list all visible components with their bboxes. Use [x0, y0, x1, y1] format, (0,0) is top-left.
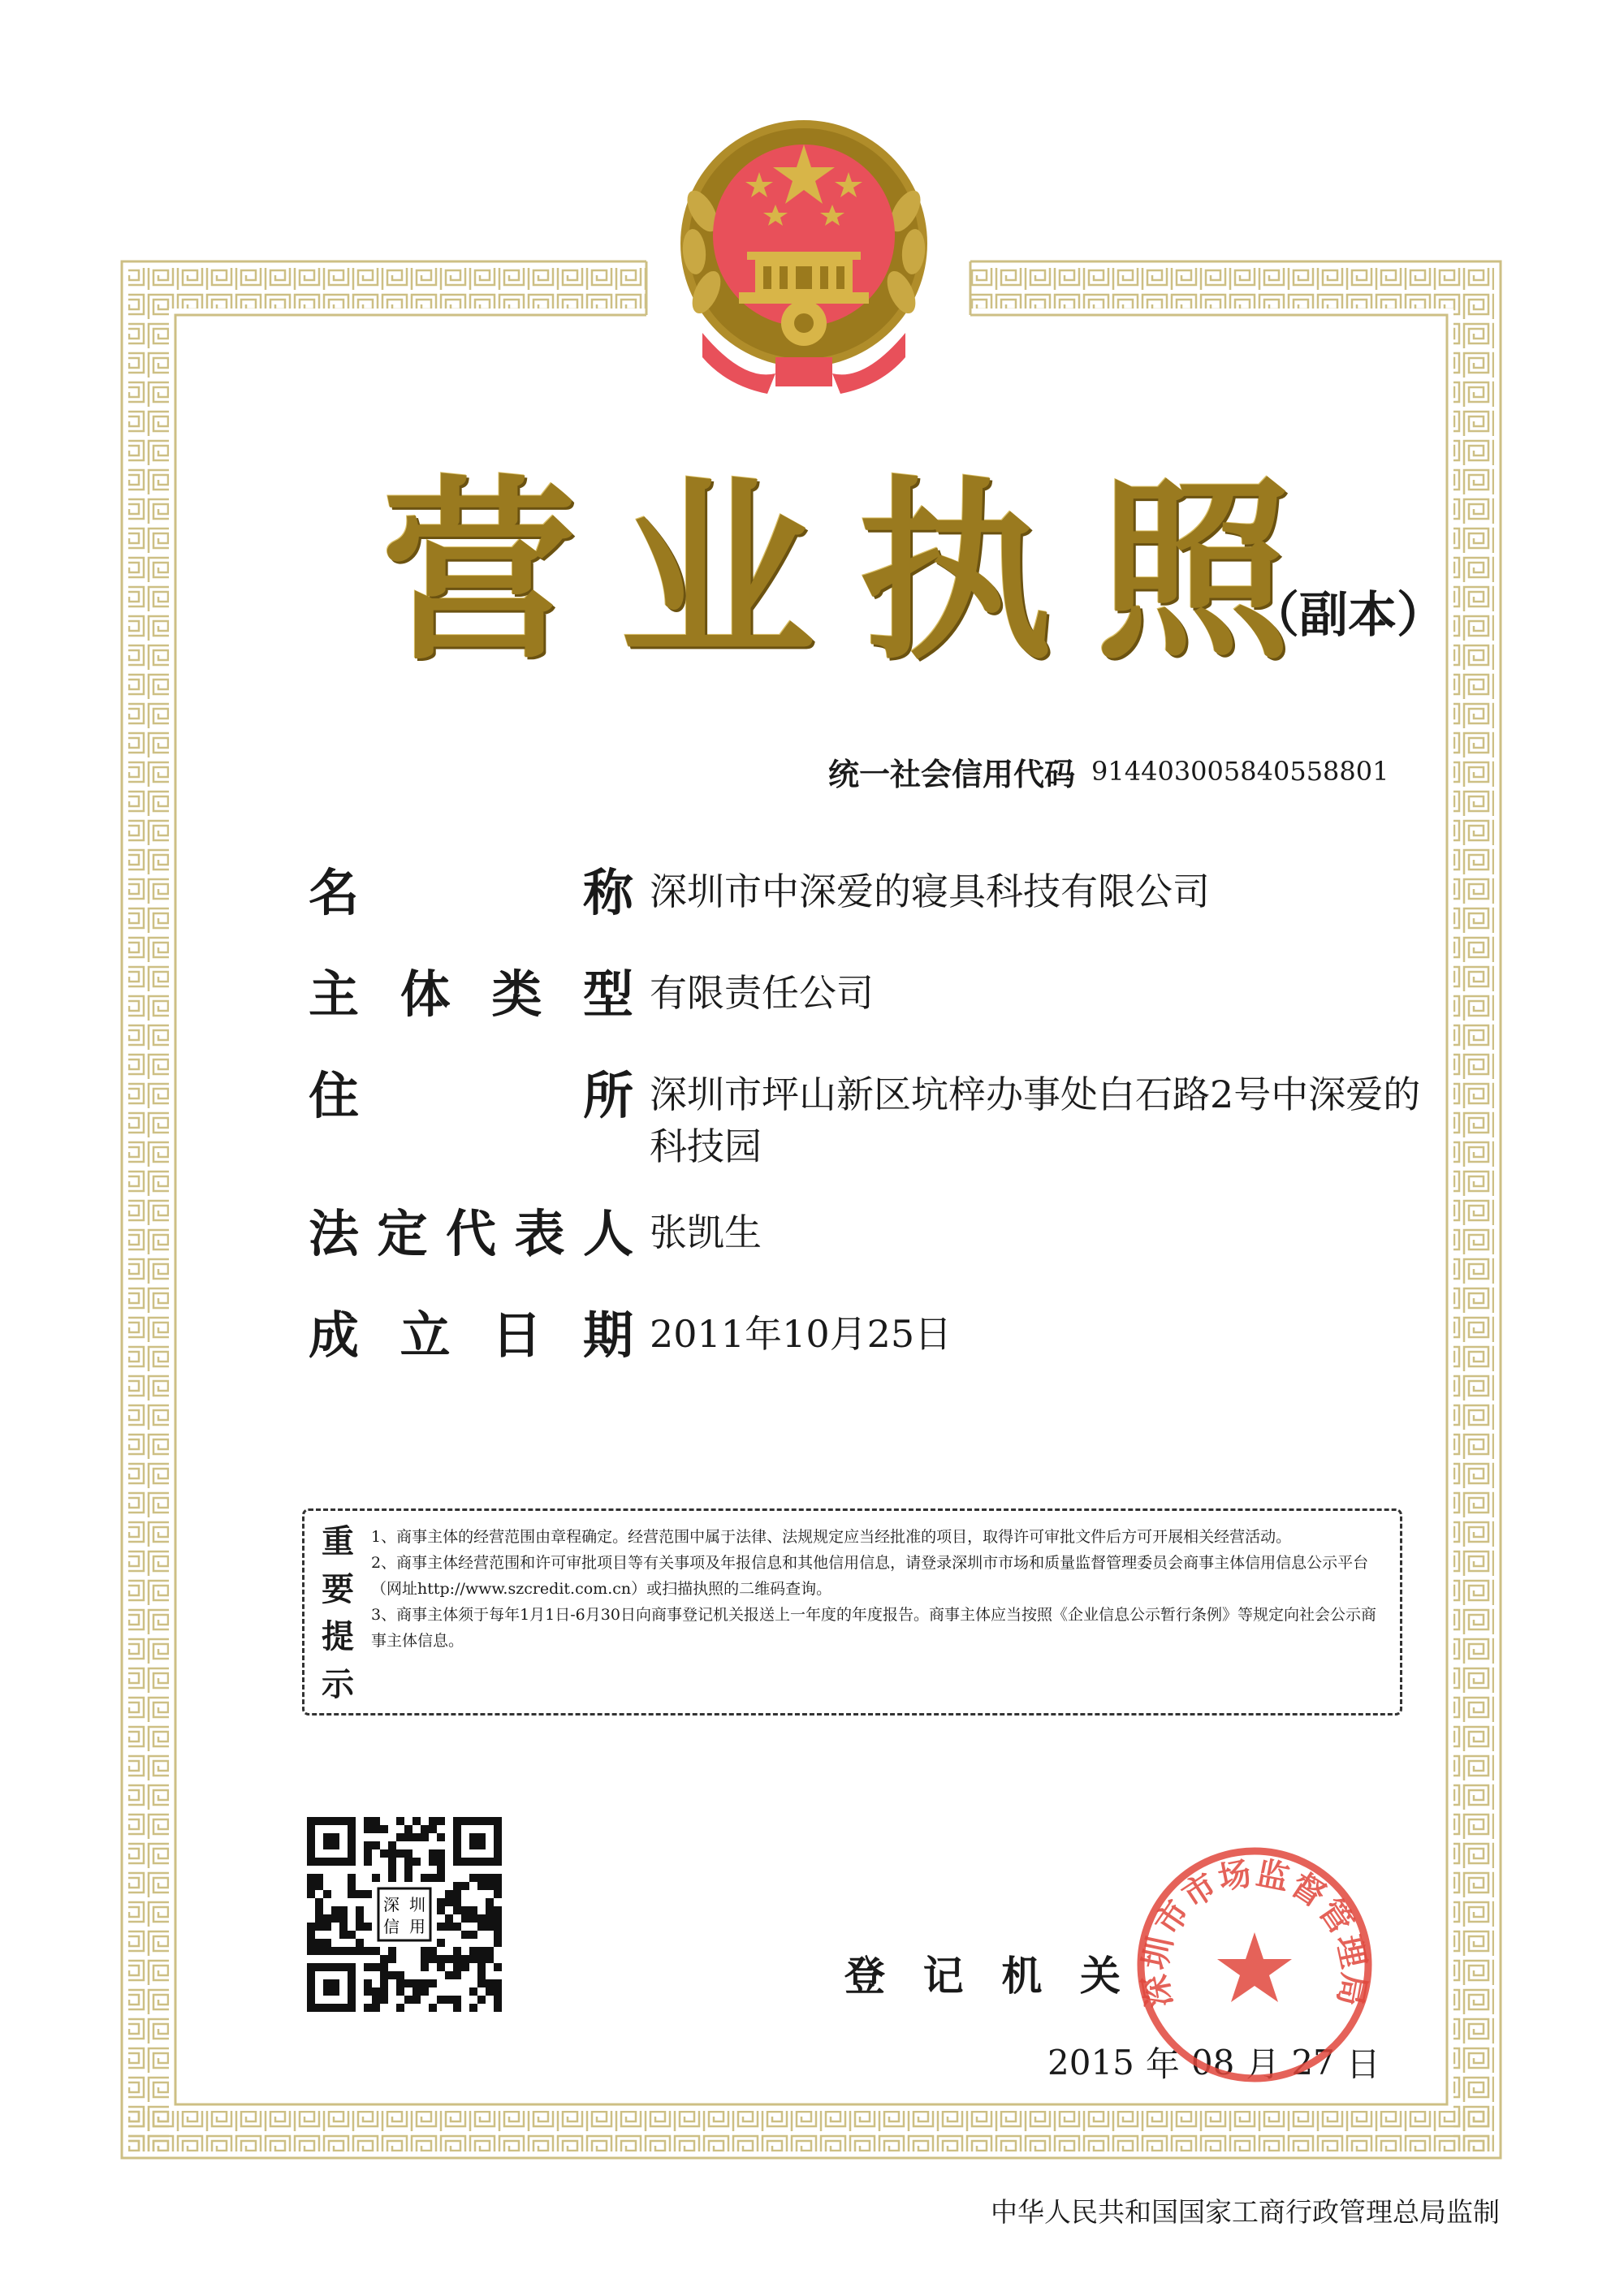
qr-module	[339, 1931, 348, 1939]
qr-module	[315, 1874, 323, 1882]
qr-module	[494, 1882, 502, 1890]
notice-body	[371, 1524, 1386, 1654]
address-line: 科技园	[650, 1124, 762, 1168]
field-value	[650, 1068, 1453, 1172]
qr-module	[437, 1955, 445, 1963]
qr-module	[445, 1971, 453, 1979]
qr-module	[494, 1874, 502, 1882]
qr-code[interactable]	[307, 1817, 502, 2012]
qr-module	[388, 1947, 396, 1955]
qr-module	[331, 1947, 339, 1955]
qr-module	[469, 1987, 477, 1996]
qr-module	[388, 1874, 396, 1882]
qr-module	[469, 1947, 477, 1955]
qr-module	[356, 1914, 364, 1923]
qr-module	[429, 1979, 437, 1987]
qr-module	[364, 1841, 372, 1849]
qr-module	[323, 1939, 331, 1947]
qr-module	[412, 1833, 421, 1841]
qr-module	[494, 1963, 502, 1971]
field-value: 深圳市中深爱的寝具科技有限公司	[650, 870, 1210, 913]
label-char: 期	[582, 1306, 633, 1365]
label-char: 人	[582, 1204, 633, 1263]
qr-center-char: 信	[383, 1917, 400, 1936]
qr-module	[453, 1955, 461, 1963]
qr-module	[396, 1979, 404, 1987]
qr-module	[348, 1890, 356, 1898]
qr-module	[437, 1939, 445, 1947]
qr-module	[372, 1947, 380, 1955]
credit-code-value: 914403005840558801	[1091, 756, 1389, 787]
qr-module	[323, 1890, 331, 1898]
qr-module	[364, 1825, 372, 1833]
qr-module	[486, 1923, 494, 1931]
qr-module	[421, 1987, 429, 1996]
qr-module	[429, 1947, 437, 1955]
notice-item: 2、商事主体经营范围和许可审批项目等有关事项及年报信息和其他信用信息，请登录深圳市市场和质量监督管理委员会商事主体信用信息公示平台（网址http://www.szcredit.com.cn）或扫描执照的二维码查询。	[371, 1554, 1369, 1598]
qr-module	[315, 1923, 323, 1931]
qr-module	[412, 1858, 421, 1866]
qr-module	[404, 1858, 412, 1866]
authority-char: 记	[922, 1953, 964, 2000]
notice-title-char: 提	[322, 1618, 354, 1656]
qr-module	[356, 1947, 364, 1955]
qr-module	[461, 1963, 469, 1971]
qr-module	[396, 1849, 404, 1858]
qr-module	[461, 1906, 469, 1914]
title-char: 营	[382, 459, 577, 686]
qr-module	[477, 1882, 486, 1890]
qr-module	[477, 1914, 486, 1923]
qr-module	[372, 1963, 380, 1971]
qr-module	[461, 1914, 469, 1923]
qr-module	[315, 1939, 323, 1947]
qr-module	[494, 1987, 502, 1996]
qr-module	[437, 1906, 445, 1914]
qr-module	[404, 1874, 412, 1882]
qr-module	[356, 1923, 364, 1931]
qr-module	[469, 2004, 477, 2012]
qr-module	[437, 1874, 445, 1882]
qr-module	[494, 1996, 502, 2004]
qr-module	[469, 1914, 477, 1923]
qr-module	[315, 1914, 323, 1923]
registration-authority	[844, 1944, 1121, 2001]
qr-module	[380, 1996, 388, 2004]
qr-module	[323, 1914, 331, 1923]
qr-module	[364, 1890, 372, 1898]
qr-module	[445, 1890, 453, 1898]
address-line: 深圳市坪山新区坑梓办事处白石路2号中深爱的	[650, 1072, 1421, 1116]
qr-module	[356, 1939, 364, 1947]
qr-module	[477, 1979, 486, 1987]
qr-module	[364, 1858, 372, 1866]
label-char: 住	[309, 1066, 360, 1125]
field-label	[309, 962, 633, 1027]
qr-center-char: 圳	[409, 1895, 425, 1914]
issue-day: 27	[1291, 2042, 1335, 2082]
label-char: 日	[491, 1306, 542, 1365]
notice-title-char: 要	[322, 1570, 354, 1608]
qr-module	[404, 1979, 412, 1987]
qr-module	[486, 1914, 494, 1923]
qr-module	[461, 1931, 469, 1939]
qr-module	[445, 1923, 453, 1931]
label-char: 称	[582, 863, 633, 922]
qr-module	[372, 1817, 380, 1825]
qr-module	[339, 1947, 348, 1955]
qr-module	[339, 1923, 348, 1931]
issue-year: 2015	[1047, 2042, 1134, 2082]
qr-module	[307, 1931, 315, 1939]
qr-module	[388, 1849, 396, 1858]
qr-module	[364, 1963, 372, 1971]
qr-center-char: 深	[383, 1895, 400, 1914]
qr-module	[477, 1923, 486, 1931]
qr-module	[421, 1874, 429, 1882]
qr-module	[372, 1996, 380, 2004]
label-char: 定	[377, 1204, 428, 1263]
qr-module	[380, 1825, 388, 1833]
qr-module	[437, 1833, 445, 1841]
qr-module	[315, 1906, 323, 1914]
label-char: 代	[445, 1204, 496, 1263]
field-label	[309, 861, 633, 926]
qr-module	[421, 1947, 429, 1955]
label-char: 主	[309, 965, 360, 1024]
qr-module	[348, 1947, 356, 1955]
qr-module	[307, 1882, 315, 1890]
qr-module	[461, 1882, 469, 1890]
qr-module	[388, 1955, 396, 1963]
qr-module	[437, 1849, 445, 1858]
qr-module	[315, 1898, 323, 1906]
qr-module	[494, 1939, 502, 1947]
qr-module	[494, 1890, 502, 1898]
title-char: 业	[620, 459, 815, 686]
label-char: 名	[309, 863, 360, 922]
qr-module	[388, 1866, 396, 1874]
qr-module	[412, 1996, 421, 2004]
qr-module	[331, 1906, 339, 1914]
qr-module	[477, 1996, 486, 2004]
qr-module	[372, 1987, 380, 1996]
field-address	[309, 1064, 1445, 1177]
qr-module	[477, 1947, 486, 1955]
qr-module	[331, 1914, 339, 1923]
qr-module	[356, 1890, 364, 1898]
qr-module	[364, 2004, 372, 2012]
qr-module	[453, 1906, 461, 1914]
qr-module	[453, 1898, 461, 1906]
document-title	[382, 455, 1291, 690]
issue-month: 08	[1190, 2042, 1235, 2082]
label-char: 表	[514, 1204, 565, 1263]
qr-module	[380, 1987, 388, 1996]
qr-module	[421, 1825, 429, 1833]
notice-title-char: 示	[322, 1665, 354, 1703]
qr-module	[315, 1882, 323, 1890]
qr-module	[453, 1890, 461, 1898]
qr-module	[404, 1866, 412, 1874]
qr-module	[437, 1866, 445, 1874]
qr-module	[364, 1979, 372, 1987]
qr-module	[396, 2004, 404, 2012]
qr-module	[429, 1817, 437, 1825]
label-char: 体	[400, 965, 451, 1024]
qr-module	[421, 1833, 429, 1841]
qr-module	[461, 1955, 469, 1963]
qr-module	[421, 1955, 429, 1963]
label-char: 类	[491, 965, 542, 1024]
qr-module	[339, 1914, 348, 1923]
qr-center-char: 用	[409, 1917, 425, 1936]
qr-module	[412, 1817, 421, 1825]
qr-module	[396, 1987, 404, 1996]
qr-module	[421, 1979, 429, 1987]
qr-module	[307, 1890, 315, 1898]
field-label	[309, 1303, 633, 1368]
qr-module	[445, 1914, 453, 1923]
qr-module	[453, 1882, 461, 1890]
authority-char: 关	[1079, 1953, 1121, 2000]
credit-code-label: 统一社会信用代码	[828, 756, 1076, 792]
field-entity-type	[309, 962, 1445, 1035]
qr-module	[372, 2004, 380, 2012]
qr-module	[429, 1955, 437, 1963]
qr-module	[348, 1882, 356, 1890]
qr-module	[494, 1914, 502, 1923]
qr-module	[323, 1923, 331, 1931]
qr-module	[380, 1979, 388, 1987]
qr-module	[437, 1817, 445, 1825]
qr-module	[323, 1947, 331, 1955]
qr-module	[388, 1858, 396, 1866]
qr-module	[437, 1996, 445, 2004]
national-emblem-icon	[670, 114, 938, 398]
qr-module	[307, 1923, 315, 1931]
qr-module	[477, 1971, 486, 1979]
qr-module	[469, 1955, 477, 1963]
qr-module	[307, 1874, 315, 1882]
qr-module	[429, 1858, 437, 1866]
field-value: 有限责任公司	[650, 971, 874, 1015]
qr-module	[380, 1963, 388, 1971]
qr-module	[486, 1898, 494, 1906]
qr-module	[477, 1955, 486, 1963]
qr-module	[453, 1971, 461, 1979]
authority-char: 登	[844, 1953, 885, 2000]
issue-year-unit: 年	[1145, 2044, 1180, 2084]
qr-module	[396, 1833, 404, 1841]
qr-module	[404, 1825, 412, 1833]
qr-module	[364, 1947, 372, 1955]
field-value: 2011年10月25日	[650, 1312, 952, 1356]
qr-module	[380, 1971, 388, 1979]
qr-module	[372, 1874, 380, 1882]
field-legal-representative	[309, 1202, 1445, 1275]
qr-module	[469, 1906, 477, 1914]
label-char: 型	[582, 965, 633, 1024]
qr-module	[348, 1874, 356, 1882]
issue-month-unit: 月	[1246, 2044, 1281, 2084]
qr-module	[429, 1849, 437, 1858]
qr-module	[486, 1955, 494, 1963]
qr-module	[453, 1963, 461, 1971]
qr-module	[445, 1898, 453, 1906]
qr-module	[315, 1947, 323, 1955]
qr-module	[396, 1971, 404, 1979]
issue-date	[1047, 2038, 1389, 2087]
qr-module	[404, 1996, 412, 2004]
qr-module	[380, 1849, 388, 1858]
qr-module	[445, 1955, 453, 1963]
qr-module	[437, 1923, 445, 1931]
qr-module	[339, 1906, 348, 1914]
qr-module	[307, 1947, 315, 1955]
qr-module	[348, 1931, 356, 1939]
qr-module	[364, 1923, 372, 1931]
issue-day-unit: 日	[1345, 2044, 1380, 2084]
qr-module	[412, 1979, 421, 1987]
notice-item: 1、商事主体的经营范围由章程确定。经营范围中属于法律、法规规定应当经批准的项目，取得许可审批文件后方可开展相关经营活动。	[371, 1528, 1292, 1546]
label-char: 立	[400, 1306, 451, 1365]
notice-title	[309, 1519, 366, 1707]
qr-module	[356, 1906, 364, 1914]
qr-module	[494, 1979, 502, 1987]
qr-module	[469, 1931, 477, 1939]
qr-module	[486, 1987, 494, 1996]
label-char: 法	[309, 1204, 360, 1263]
authority-char: 机	[1001, 1953, 1043, 2000]
supervision-footer: 中华人民共和国国家工商行政管理总局监制	[991, 2196, 1500, 2228]
qr-module	[486, 1874, 494, 1882]
qr-module	[453, 1996, 461, 2004]
field-label	[309, 1064, 633, 1129]
important-notice	[302, 1508, 1402, 1716]
qr-module	[494, 1931, 502, 1939]
qr-module	[453, 1923, 461, 1931]
qr-module	[380, 1955, 388, 1963]
qr-module	[412, 1987, 421, 1996]
qr-module	[372, 1825, 380, 1833]
qr-module	[437, 1963, 445, 1971]
qr-module	[429, 1874, 437, 1882]
qr-module	[388, 1841, 396, 1849]
qr-module	[445, 1996, 453, 2004]
qr-module	[486, 1947, 494, 1955]
document-subtitle: （副本）	[1250, 587, 1445, 644]
qr-module	[486, 1979, 494, 1987]
qr-module	[404, 1833, 412, 1841]
field-name	[309, 861, 1445, 934]
seal-text: 深圳市市场监督管理局	[1136, 1854, 1373, 2011]
qr-module	[453, 2004, 461, 2012]
qr-module	[372, 1841, 380, 1849]
qr-module	[477, 1874, 486, 1882]
credit-code-row	[828, 747, 1429, 796]
title-char: 照	[1095, 459, 1291, 686]
qr-module	[364, 1849, 372, 1858]
qr-module	[388, 1971, 396, 1979]
qr-module	[429, 1825, 437, 1833]
qr-module	[396, 1817, 404, 1825]
field-label	[309, 1202, 633, 1267]
qr-module	[364, 1817, 372, 1825]
qr-module	[364, 1987, 372, 1996]
qr-module	[421, 1963, 429, 1971]
label-char: 所	[582, 1066, 633, 1125]
qr-module	[494, 2004, 502, 2012]
qr-module	[429, 2004, 437, 2012]
qr-module	[486, 1882, 494, 1890]
qr-module	[437, 1898, 445, 1906]
qr-module	[307, 1939, 315, 1947]
field-value: 张凯生	[650, 1211, 762, 1254]
notice-item: 3、商事主体须于每年1月1日-6月30日向商事登记机关报送上一年度的年度报告。商事主体应当按照《企业信息公示暂行条例》等规定向社会公示商事主体信息。	[371, 1606, 1376, 1650]
qr-module	[404, 1849, 412, 1858]
label-char: 成	[309, 1306, 360, 1365]
title-char: 执	[857, 459, 1053, 686]
qr-module	[477, 1963, 486, 1971]
field-established-date	[309, 1303, 1445, 1376]
qr-module	[494, 1906, 502, 1914]
qr-module	[486, 1906, 494, 1914]
notice-title-char: 重	[322, 1523, 354, 1560]
qr-module	[453, 1947, 461, 1955]
qr-module	[469, 1874, 477, 1882]
qr-module	[437, 1858, 445, 1866]
qr-module	[494, 1923, 502, 1931]
